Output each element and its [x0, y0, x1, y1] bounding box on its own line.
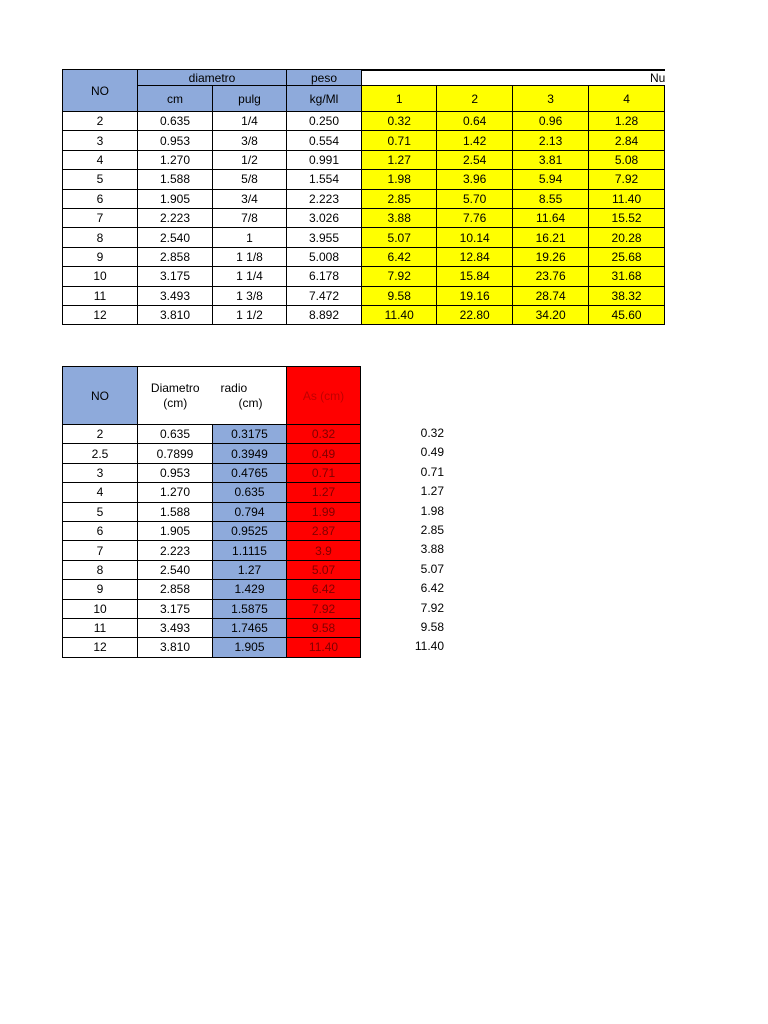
t2-cell-as: 0.71 — [287, 463, 361, 482]
as-side-values — [394, 424, 444, 657]
header-count-2: 2 — [437, 86, 512, 112]
table-row — [63, 131, 666, 150]
cell-area-2: 1.42 — [437, 131, 512, 150]
side-value: 1.27 — [420, 484, 444, 499]
cell-area-4: 5.08 — [589, 150, 664, 169]
t2-cell-radio: 0.4765 — [213, 463, 287, 482]
t2-cell-as: 1.99 — [287, 502, 361, 521]
table-row — [63, 228, 666, 247]
cell-area-2: 12.84 — [437, 247, 512, 266]
cell-cm: 3.493 — [138, 286, 213, 305]
cell-area-3: 16.21 — [512, 228, 588, 247]
cell-area-4: 7.92 — [589, 170, 664, 189]
cell-pulg: 1 3/8 — [213, 286, 287, 305]
t2-cell-no: 7 — [63, 541, 138, 560]
cell-area-2: 10.14 — [437, 228, 512, 247]
cell-no: 7 — [63, 208, 138, 227]
table-row — [63, 170, 666, 189]
cell-area-4: 45.60 — [589, 305, 664, 324]
cell-no: 10 — [63, 267, 138, 286]
cell-cm: 3.175 — [138, 267, 213, 286]
cell-area-4: 25.68 — [589, 247, 664, 266]
header-numero-caption: Nu — [362, 71, 666, 86]
t2-cell-radio: 1.905 — [213, 638, 287, 657]
table-row — [63, 444, 361, 463]
cell-area-1: 1.27 — [362, 150, 437, 169]
table-row — [63, 463, 361, 482]
side-value: 2.85 — [420, 522, 444, 537]
cell-area-3: 19.26 — [512, 247, 588, 266]
cell-area-1: 2.85 — [362, 189, 437, 208]
table-row — [63, 541, 361, 560]
cell-area-4: 38.32 — [589, 286, 664, 305]
table-row — [63, 560, 361, 579]
cell-cm: 1.588 — [138, 170, 213, 189]
cell-area-3: 5.94 — [512, 170, 588, 189]
header-count-4: 4 — [589, 86, 664, 112]
t2-cell-as: 11.40 — [287, 638, 361, 657]
table-row — [63, 483, 361, 502]
cell-area-1: 3.88 — [362, 208, 437, 227]
header-cm: cm — [138, 86, 213, 112]
t2-header-radio-line2: (cm) — [238, 395, 263, 410]
cell-no: 8 — [63, 228, 138, 247]
t2-cell-radio: 0.3949 — [213, 444, 287, 463]
cell-area-1: 11.40 — [362, 305, 437, 324]
cell-area-2: 5.70 — [437, 189, 512, 208]
side-value: 0.49 — [420, 445, 444, 460]
cell-area-3: 2.13 — [512, 131, 588, 150]
cell-cm: 1.270 — [138, 150, 213, 169]
table-row — [63, 189, 666, 208]
t2-cell-as: 5.07 — [287, 560, 361, 579]
t2-header-diametro — [138, 367, 213, 425]
cell-peso: 0.991 — [287, 150, 362, 169]
cell-cm: 2.858 — [138, 247, 213, 266]
t2-header-radio-line1: radio — [220, 380, 248, 395]
t2-cell-as: 9.58 — [287, 618, 361, 637]
cell-area-3: 23.76 — [512, 267, 588, 286]
t2-cell-diametro: 3.810 — [138, 638, 213, 657]
header-count-3: 3 — [512, 86, 588, 112]
t2-cell-radio: 0.3175 — [213, 425, 287, 444]
t2-cell-as: 2.87 — [287, 521, 361, 540]
header-diametro: diametro — [138, 70, 287, 86]
table-row — [63, 305, 666, 324]
t2-cell-as: 0.49 — [287, 444, 361, 463]
table-row — [63, 638, 361, 657]
cell-area-4: 31.68 — [589, 267, 664, 286]
cell-peso: 6.178 — [287, 267, 362, 286]
table-row — [63, 208, 666, 227]
cell-peso: 7.472 — [287, 286, 362, 305]
cell-area-3: 0.96 — [512, 112, 588, 131]
t2-cell-diametro: 2.858 — [138, 580, 213, 599]
t2-cell-diametro: 0.953 — [138, 463, 213, 482]
t2-cell-diametro: 2.223 — [138, 541, 213, 560]
t2-cell-diametro: 0.635 — [138, 425, 213, 444]
table-row — [63, 112, 666, 131]
t2-cell-radio: 1.429 — [213, 580, 287, 599]
cell-peso: 0.554 — [287, 131, 362, 150]
t2-cell-as: 6.42 — [287, 580, 361, 599]
rebar-area-table — [62, 69, 665, 325]
cell-area-4: 1.28 — [589, 112, 664, 131]
side-value: 0.71 — [420, 464, 444, 479]
t2-cell-no: 6 — [63, 521, 138, 540]
side-value: 0.32 — [420, 426, 444, 440]
cell-area-3: 8.55 — [512, 189, 588, 208]
cell-area-1: 6.42 — [362, 247, 437, 266]
cell-no: 6 — [63, 189, 138, 208]
side-value: 3.88 — [420, 542, 444, 557]
side-value: 7.92 — [420, 600, 444, 615]
header-count-1: 1 — [362, 86, 437, 112]
t2-cell-as: 7.92 — [287, 599, 361, 618]
cell-area-2: 3.96 — [437, 170, 512, 189]
table-row — [63, 150, 666, 169]
table-row — [63, 502, 361, 521]
cell-pulg: 7/8 — [213, 208, 287, 227]
cell-area-4: 2.84 — [589, 131, 664, 150]
cell-area-2: 15.84 — [437, 267, 512, 286]
cell-cm: 1.905 — [138, 189, 213, 208]
t2-cell-no: 2 — [63, 425, 138, 444]
side-value: 5.07 — [420, 561, 444, 576]
t2-cell-no: 9 — [63, 580, 138, 599]
t2-cell-radio: 0.635 — [213, 483, 287, 502]
cell-pulg: 1 1/8 — [213, 247, 287, 266]
cell-area-1: 5.07 — [362, 228, 437, 247]
cell-area-3: 3.81 — [512, 150, 588, 169]
table-row — [63, 580, 361, 599]
t2-cell-diametro: 0.7899 — [138, 444, 213, 463]
t2-cell-radio: 0.794 — [213, 502, 287, 521]
cell-pulg: 1 1/4 — [213, 267, 287, 286]
cell-peso: 0.250 — [287, 112, 362, 131]
cell-area-4: 15.52 — [589, 208, 664, 227]
header-pulg: pulg — [213, 86, 287, 112]
t2-cell-no: 8 — [63, 560, 138, 579]
cell-pulg: 1 — [213, 228, 287, 247]
table-row — [63, 425, 361, 444]
t2-cell-radio: 1.27 — [213, 560, 287, 579]
t2-cell-as: 0.32 — [287, 425, 361, 444]
t2-cell-diametro: 3.493 — [138, 618, 213, 637]
cell-pulg: 3/8 — [213, 131, 287, 150]
cell-area-1: 0.32 — [362, 112, 437, 131]
cell-area-3: 28.74 — [512, 286, 588, 305]
side-value: 1.98 — [420, 503, 444, 518]
cell-peso: 5.008 — [287, 247, 362, 266]
cell-area-2: 2.54 — [437, 150, 512, 169]
t2-cell-no: 5 — [63, 502, 138, 521]
side-value: 9.58 — [420, 619, 444, 634]
cell-pulg: 1/4 — [213, 112, 287, 131]
table-row — [63, 247, 666, 266]
cell-area-1: 1.98 — [362, 170, 437, 189]
cell-peso: 3.026 — [287, 208, 362, 227]
cell-area-2: 0.64 — [437, 112, 512, 131]
cell-cm: 2.223 — [138, 208, 213, 227]
t2-cell-no: 3 — [63, 463, 138, 482]
t2-cell-as: 1.27 — [287, 483, 361, 502]
cell-peso: 8.892 — [287, 305, 362, 324]
header-no: NO — [63, 70, 138, 112]
t2-cell-radio: 1.1115 — [213, 541, 287, 560]
t2-cell-no: 12 — [63, 638, 138, 657]
table-row — [63, 599, 361, 618]
cell-pulg: 5/8 — [213, 170, 287, 189]
t2-cell-radio: 0.9525 — [213, 521, 287, 540]
t2-cell-no: 10 — [63, 599, 138, 618]
cell-no: 12 — [63, 305, 138, 324]
t2-cell-no: 4 — [63, 483, 138, 502]
t2-cell-diametro: 1.588 — [138, 502, 213, 521]
t2-header-radio — [213, 367, 287, 425]
t2-cell-diametro: 1.270 — [138, 483, 213, 502]
t2-cell-as: 3.9 — [287, 541, 361, 560]
t2-header-as: As (cm) — [287, 367, 361, 425]
cell-cm: 0.635 — [138, 112, 213, 131]
cell-no: 2 — [63, 112, 138, 131]
t2-cell-no: 2.5 — [63, 444, 138, 463]
t2-cell-no: 11 — [63, 618, 138, 637]
cell-peso: 3.955 — [287, 228, 362, 247]
side-value: 6.42 — [420, 581, 444, 596]
cell-pulg: 1 1/2 — [213, 305, 287, 324]
cell-area-3: 11.64 — [512, 208, 588, 227]
t2-header-diametro-line1: Diametro — [150, 380, 200, 395]
t2-cell-radio: 1.7465 — [213, 618, 287, 637]
t2-cell-diametro: 1.905 — [138, 521, 213, 540]
cell-area-4: 20.28 — [589, 228, 664, 247]
t2-cell-diametro: 3.175 — [138, 599, 213, 618]
cell-no: 5 — [63, 170, 138, 189]
cell-area-2: 7.76 — [437, 208, 512, 227]
cell-area-1: 7.92 — [362, 267, 437, 286]
cell-no: 9 — [63, 247, 138, 266]
cell-no: 11 — [63, 286, 138, 305]
header-peso: peso — [287, 70, 362, 86]
cell-area-2: 22.80 — [437, 305, 512, 324]
radius-area-table — [62, 366, 361, 658]
t2-header-diametro-line2: (cm) — [163, 395, 188, 410]
header-kgml: kg/Ml — [287, 86, 362, 112]
cell-no: 3 — [63, 131, 138, 150]
cell-pulg: 1/2 — [213, 150, 287, 169]
cell-peso: 1.554 — [287, 170, 362, 189]
cell-cm: 0.953 — [138, 131, 213, 150]
table-row — [63, 286, 666, 305]
cell-area-1: 0.71 — [362, 131, 437, 150]
t2-header-no: NO — [63, 367, 138, 425]
table-row — [63, 521, 361, 540]
cell-area-3: 34.20 — [512, 305, 588, 324]
cell-peso: 2.223 — [287, 189, 362, 208]
cell-area-2: 19.16 — [437, 286, 512, 305]
table-row — [63, 618, 361, 637]
cell-area-1: 9.58 — [362, 286, 437, 305]
cell-cm: 2.540 — [138, 228, 213, 247]
cell-pulg: 3/4 — [213, 189, 287, 208]
cell-no: 4 — [63, 150, 138, 169]
t2-cell-diametro: 2.540 — [138, 560, 213, 579]
cell-area-4: 11.40 — [589, 189, 664, 208]
cell-cm: 3.810 — [138, 305, 213, 324]
side-value: 11.40 — [414, 639, 444, 654]
table-row — [63, 267, 666, 286]
t2-cell-radio: 1.5875 — [213, 599, 287, 618]
